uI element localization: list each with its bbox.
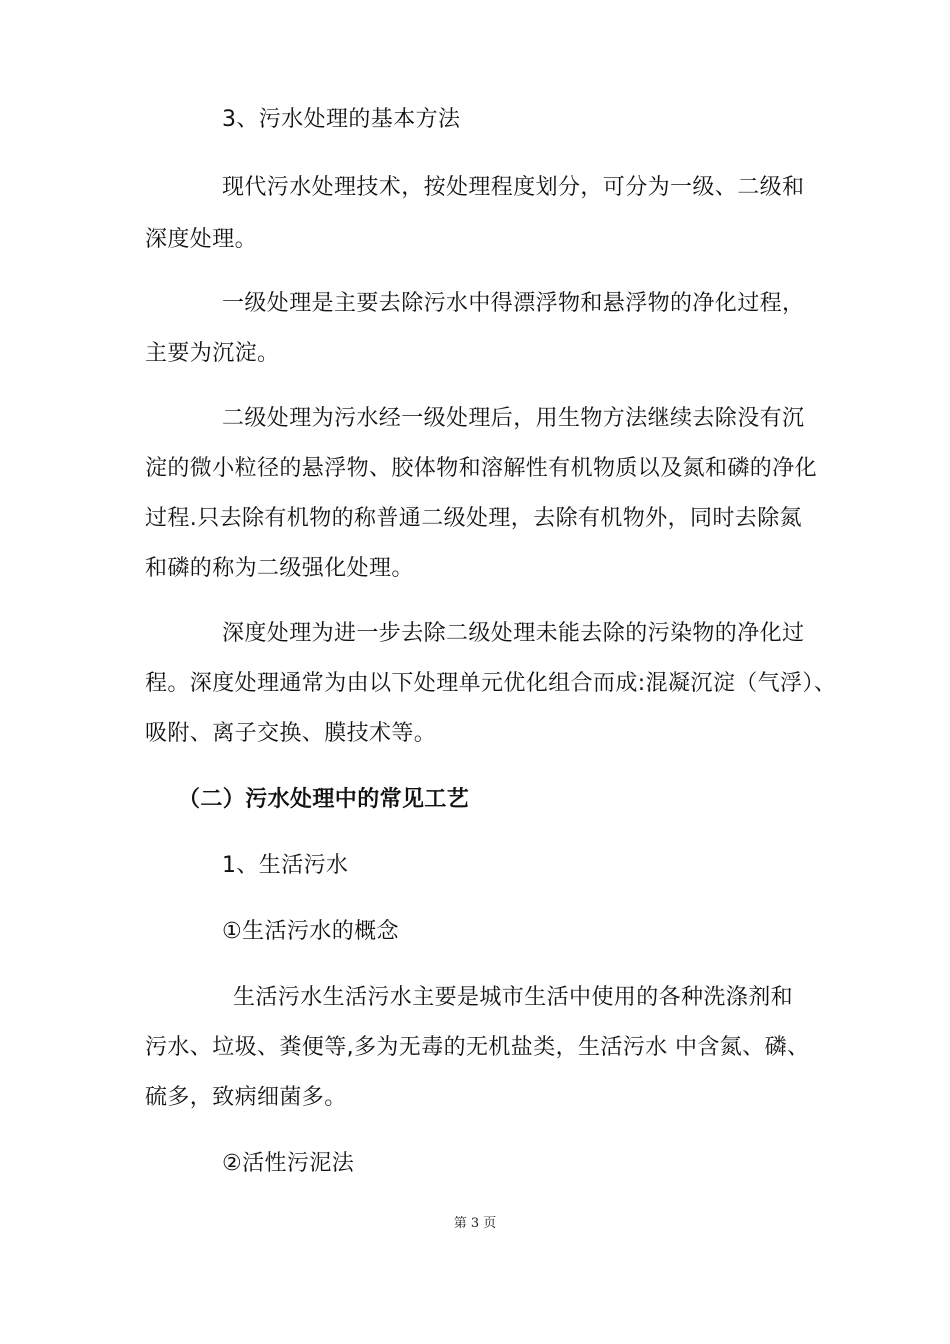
paragraph-line: 淀的微小粒径的悬浮物、胶体物和溶解性有机物质以及氮和磷的净化 xyxy=(145,456,818,481)
page-number: 第 3 页 xyxy=(453,1216,497,1231)
paragraph-line: 生活污水生活污水主要是城市生活中使用的各种洗涤剂和 xyxy=(233,985,794,1010)
paragraph-line: 深度处理。 xyxy=(145,227,258,252)
subsection-heading: ②活性污泥法 xyxy=(222,1151,355,1176)
paragraph-line: 程。深度处理通常为由以下处理单元优化组合而成:混凝沉淀（气浮）、 xyxy=(145,671,837,696)
paragraph-line: 过程.只去除有机物的称普通二级处理，去除有机物外，同时去除氮 xyxy=(145,506,802,531)
section-heading: （二）污水处理中的常见工艺 xyxy=(178,787,470,812)
paragraph-line: 和磷的称为二级强化处理。 xyxy=(145,556,414,581)
paragraph-line: 吸附、离子交换、膜技术等。 xyxy=(145,721,437,746)
paragraph-line: 一级处理是主要去除污水中得漂浮物和悬浮物的净化过程， xyxy=(222,291,805,316)
heading-basic-methods: 3、污水处理的基本方法 xyxy=(222,107,461,132)
paragraph-line: 主要为沉淀。 xyxy=(145,341,280,366)
paragraph-line: 现代污水处理技术，按处理程度划分，可分为一级、二级和 xyxy=(222,175,805,200)
paragraph-line: 深度处理为进一步去除二级处理未能去除的污染物的净化过 xyxy=(222,621,805,646)
paragraph-line: 硫多，致病细菌多。 xyxy=(145,1085,347,1110)
subsection-heading: ①生活污水的概念 xyxy=(222,919,399,944)
paragraph-line: 污水、垃圾、粪便等,多为无毒的无机盐类，生活污水 中含氮、磷、 xyxy=(145,1035,810,1060)
subsection-heading: 1、生活污水 xyxy=(222,853,349,878)
paragraph-line: 二级处理为污水经一级处理后，用生物方法继续去除没有沉 xyxy=(222,406,805,431)
